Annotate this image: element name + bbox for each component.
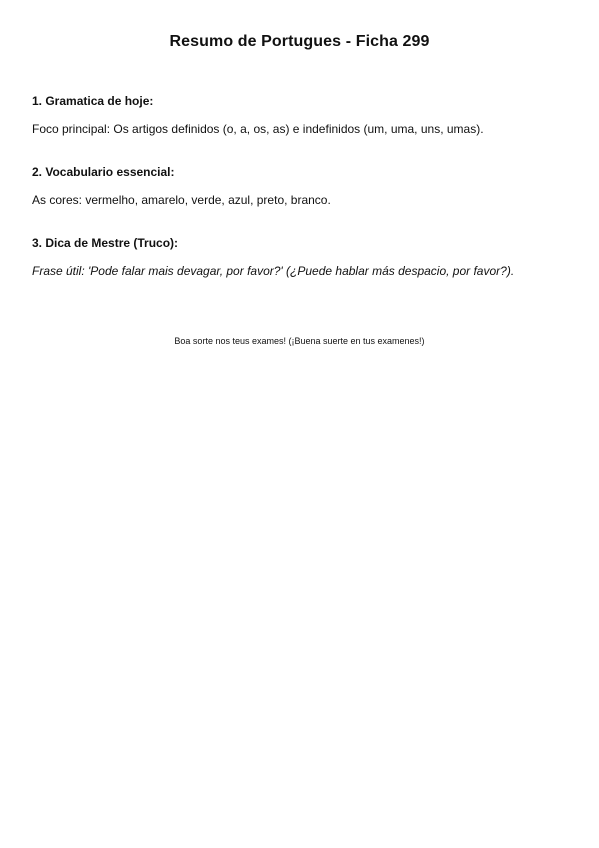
- section-heading-grammar: 1. Gramatica de hoje:: [32, 94, 154, 108]
- section-heading-tip: 3. Dica de Mestre (Truco):: [32, 236, 179, 250]
- document-title: Resumo de Portugues - Ficha 299: [169, 33, 430, 50]
- section-body-vocabulary: As cores: vermelho, amarelo, verde, azul, preto, branco.: [32, 193, 331, 207]
- section-body-grammar: Foco principal: Os artigos definidos (o, a, os, as) e indefinidos (um, uma, uns, umas).: [32, 122, 484, 136]
- section-body-tip: Frase útil: 'Pode falar mais devagar, por favor?' (¿Puede hablar más despacio, por favor?).: [32, 264, 515, 278]
- section-heading-vocabulary: 2. Vocabulario essencial:: [32, 165, 175, 179]
- footer-message: Boa sorte nos teus exames! (¡Buena suerte en tus examenes!): [174, 336, 425, 346]
